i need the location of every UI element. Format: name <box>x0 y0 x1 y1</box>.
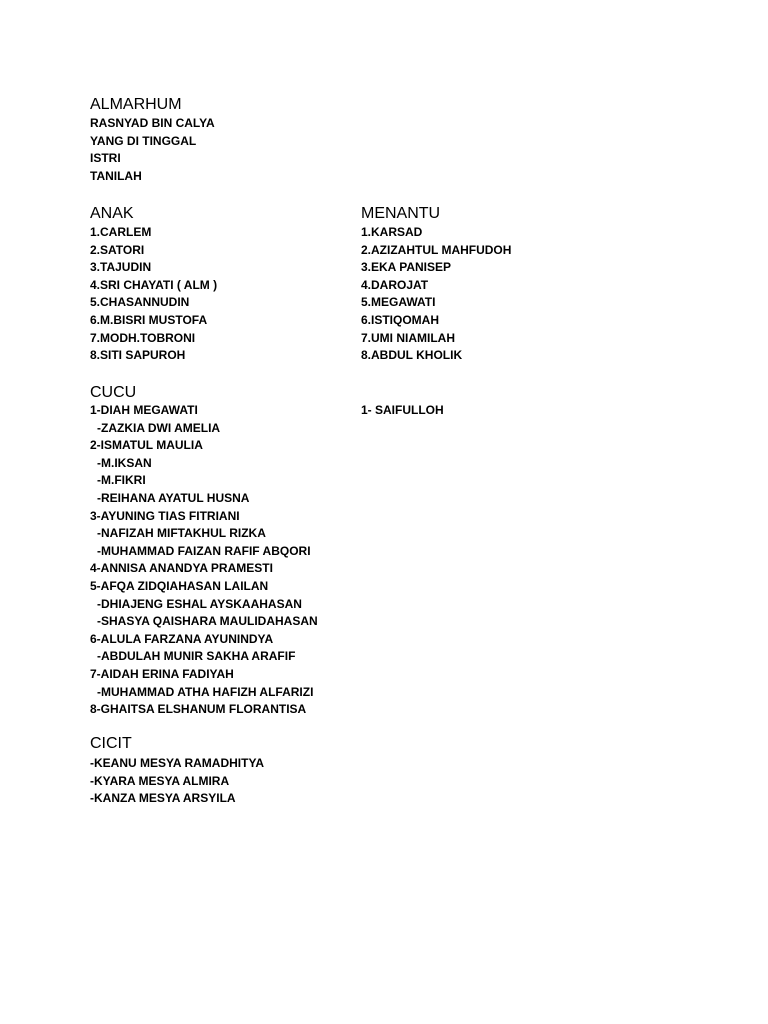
cucu-item: 5-AFQA ZIDQIAHASAN LAILAN <box>90 578 269 593</box>
anak-item: 3.TAJUDIN <box>90 260 152 275</box>
cucu-child-item: -M.FIKRI <box>97 473 146 488</box>
cucu-heading: CUCU <box>90 384 137 401</box>
cucu-child-item: -MUHAMMAD FAIZAN RAFIF ABQORI <box>97 543 311 558</box>
menantu-item: 2.AZIZAHTUL MAHFUDOH <box>361 242 512 257</box>
cucu-child-item: -ZAZKIA DWI AMELIA <box>97 420 221 435</box>
cicit-item: -KYARA MESYA ALMIRA <box>90 773 230 788</box>
menantu-item: 7.UMI NIAMILAH <box>361 330 455 345</box>
cucu-item: 2-ISMATUL MAULIA <box>90 438 203 453</box>
cucu-child-item: -SHASYA QAISHARA MAULIDAHASAN <box>97 614 318 629</box>
menantu-list <box>361 224 511 365</box>
cicit-heading: CICIT <box>90 735 132 752</box>
anak-item: 5.CHASANNUDIN <box>90 295 190 310</box>
cucu-item: 8-GHAITSA ELSHANUM FLORANTISA <box>90 702 307 717</box>
almarhum-list <box>90 115 215 185</box>
almarhum-heading: ALMARHUM <box>90 96 182 113</box>
anak-heading: ANAK <box>90 205 134 222</box>
almarhum-line: ISTRI <box>90 151 121 166</box>
cicit-item: -KANZA MESYA ARSYILA <box>90 791 236 806</box>
menantu-item: 4.DAROJAT <box>361 277 429 292</box>
cucu-item: 7-AIDAH ERINA FADIYAH <box>90 666 234 681</box>
menantu-item: 1.KARSAD <box>361 225 423 239</box>
almarhum-line: YANG DI TINGGAL <box>90 133 197 148</box>
cicit-item: -KEANU MESYA RAMADHITYA <box>90 756 265 770</box>
cucu-item: 4-ANNISA ANANDYA PRAMESTI <box>90 561 273 576</box>
cucu-child-item: -DHIAJENG ESHAL AYSKAAHASAN <box>97 596 302 611</box>
cucu-child-item: -M.IKSAN <box>97 455 152 470</box>
cucu-child-item: -NAFIZAH MIFTAKHUL RIZKA <box>97 526 266 541</box>
cucu-child-item: -REIHANA AYATUL HUSNA <box>97 490 250 505</box>
cucu-child-item: -ABDULAH MUNIR SAKHA ARAFIF <box>97 649 296 664</box>
menantu-item: 5.MEGAWATI <box>361 295 436 310</box>
cucu-item: 6-ALULA FARZANA AYUNINDYA <box>90 631 274 646</box>
anak-item: 6.M.BISRI MUSTOFA <box>90 312 208 327</box>
anak-item: 1.CARLEM <box>90 225 152 239</box>
menantu-item: 3.EKA PANISEP <box>361 260 452 275</box>
cucu-spouse-item: 1- SAIFULLOH <box>361 403 444 417</box>
anak-item: 2.SATORI <box>90 242 145 257</box>
anak-item: 8.SITI SAPUROH <box>90 348 186 363</box>
cucu-spouse-list <box>361 402 444 420</box>
cucu-item: 3-AYUNING TIAS FITRIANI <box>90 508 240 523</box>
menantu-heading: MENANTU <box>361 205 441 222</box>
cucu-list <box>90 402 318 719</box>
almarhum-line: TANILAH <box>90 168 142 183</box>
cucu-item: 1-DIAH MEGAWATI <box>90 403 198 417</box>
menantu-item: 8.ABDUL KHOLIK <box>361 348 463 363</box>
anak-item: 7.MODH.TOBRONI <box>90 330 196 345</box>
anak-item: 4.SRI CHAYATI ( ALM ) <box>90 277 218 292</box>
cicit-list <box>90 755 264 808</box>
anak-list <box>90 224 217 365</box>
almarhum-line: RASNYAD BIN CALYA <box>90 116 215 130</box>
cucu-child-item: -MUHAMMAD ATHA HAFIZH ALFARIZI <box>97 684 314 699</box>
menantu-item: 6.ISTIQOMAH <box>361 312 440 327</box>
